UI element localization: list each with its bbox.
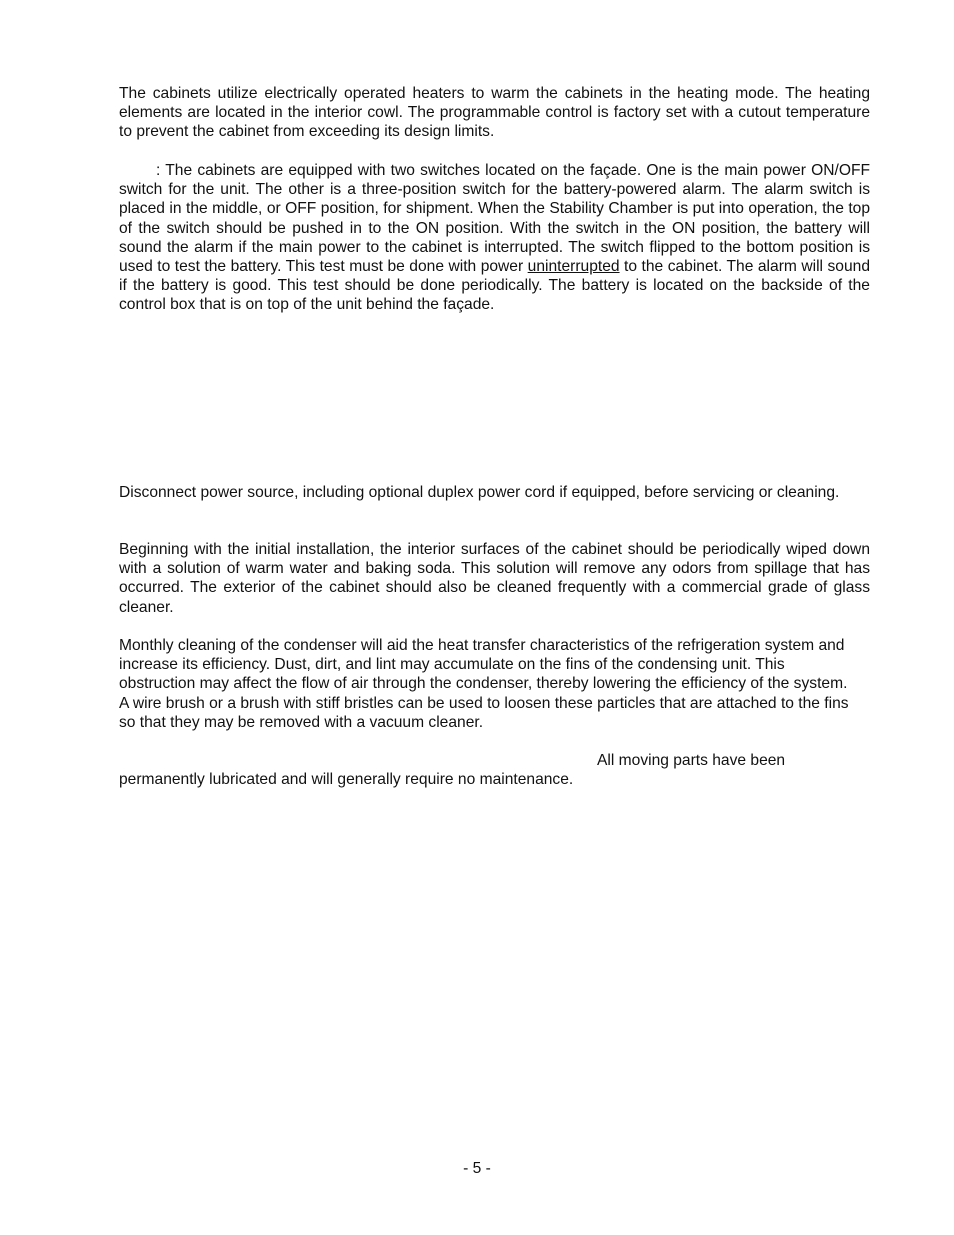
switches-text-part2: to the cabinet. The alarm will sound if the battery is good. This test should be done periodically. The battery is located on the backside of the control box that is on top of the unit behind the façade. [119,258,870,314]
lubrication-line-1: All moving parts have been [597,752,786,769]
lubrication-line-2: permanently lubricated and will generally require no maintenance. [119,771,574,789]
switches-text-part1: : The cabinets are equipped with two switches located on the façade. One is the main power ON/OFF switch for the unit. The other is a three-position switch for the battery-powered alarm. The alarm switch is placed in the middle, or OFF position, for shipment. When the Stability Chamber is put into operation, the top of the switch should be pushed in to the ON position. With the switch in the ON position, the battery will sound the alarm if the main power to the cabinet is interrupted. The switch flipped to the bottom position is used to test the battery. This test must be done with power [119,162,870,276]
heating-paragraph: The cabinets utilize electrically operated heaters to warm the cabinets in the heating mode. The heating elements are located in the interior cowl. The programmable control is factory set with a cutout temperature to prevent the cabinet from exceeding its design limits. [119,85,870,141]
condenser-paragraph: Monthly cleaning of the condenser will aid the heat transfer characteristics of the refrigeration system and increase its efficiency. Dust, dirt, and lint may accumulate on the fins of the condensing unit. This obstruction may affect the flow of air through the condenser, thereby lowering the efficiency of the system. A wire brush or a brush with stiff bristles can be used to loosen these particles that are attached to the fins so that they may be removed with a vacuum cleaner. [119,637,849,731]
page-number: - 5 - [463,1160,491,1177]
lubrication-paragraph [119,751,849,789]
switches-underlined-word: uninterrupted [527,258,620,276]
switches-paragraph [119,161,870,315]
disconnect-warning-paragraph: Disconnect power source, including optional duplex power cord if equipped, before servicing or cleaning. [119,484,840,501]
cleaning-paragraph: Beginning with the initial installation, the interior surfaces of the cabinet should be periodically wiped down with a solution of warm water and baking soda. This solution will remove any odors from spillage that has occurred. The exterior of the cabinet should also be cleaned frequently with a commercial grade of glass cleaner. [119,541,870,616]
